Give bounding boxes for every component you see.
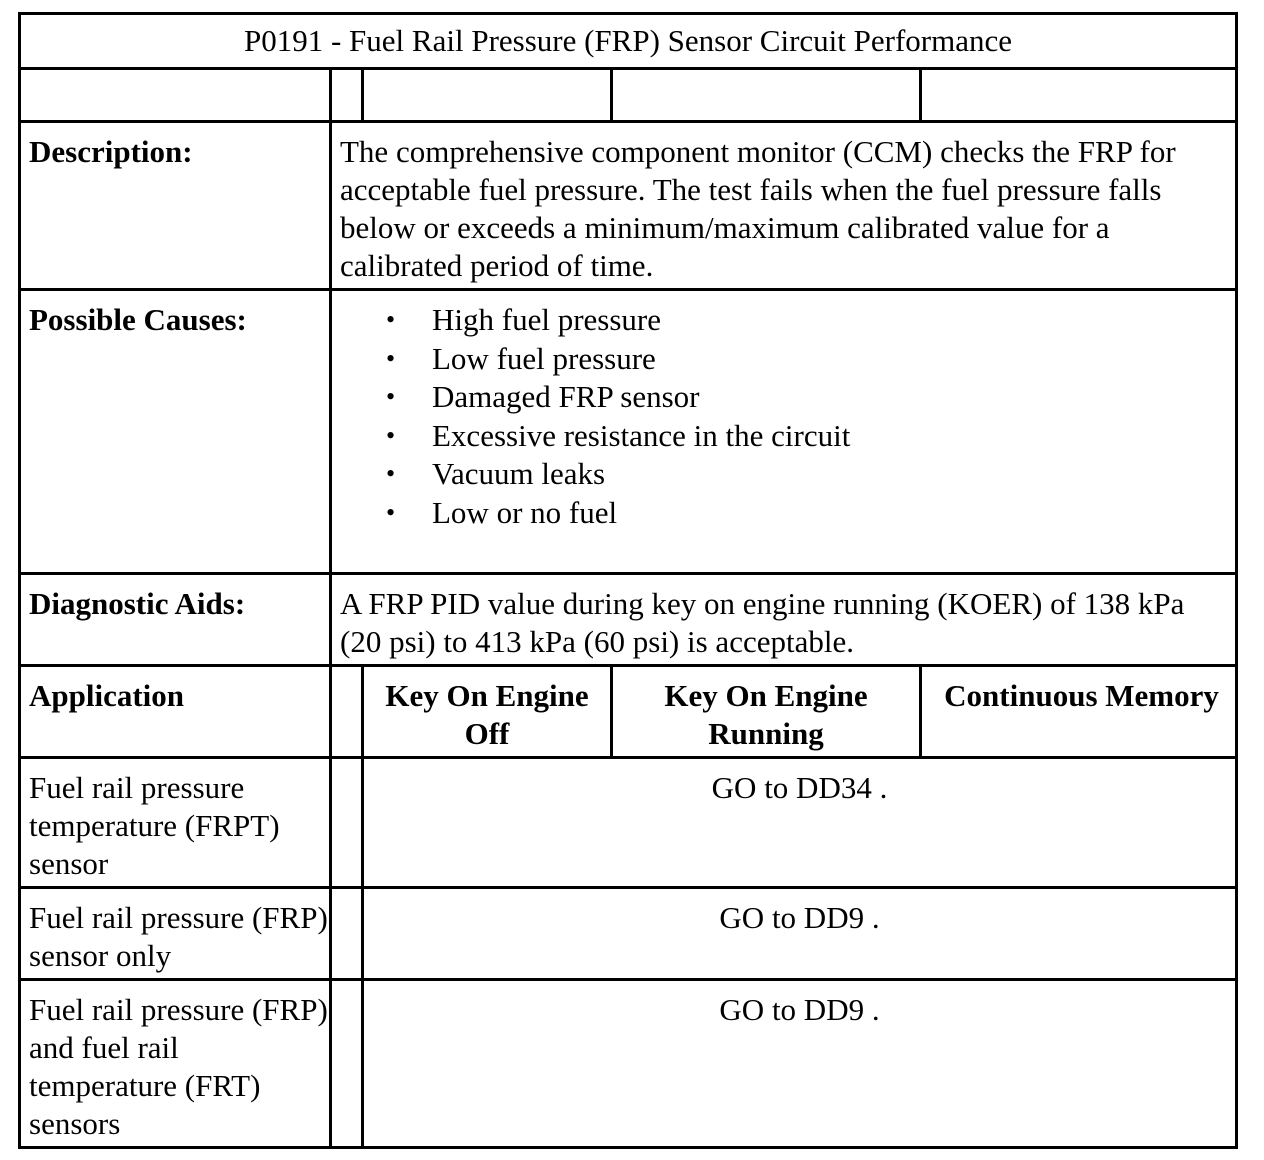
- possible-causes-label: Possible Causes:: [20, 290, 331, 574]
- cause-item-text: Excessive resistance in the circuit: [432, 417, 851, 453]
- empty-cell: [331, 888, 363, 980]
- empty-cell: [363, 69, 612, 122]
- empty-cell: [331, 980, 363, 1148]
- cause-item: [332, 455, 1229, 494]
- diagnostic-aids-label: Diagnostic Aids:: [20, 574, 331, 666]
- description-label: Description:: [20, 122, 331, 290]
- bullet-icon: •: [386, 420, 396, 450]
- empty-cell: [331, 758, 363, 888]
- application-header: Application: [20, 666, 331, 758]
- koer-header: Key On Engine Running: [612, 666, 921, 758]
- empty-cell: [921, 69, 1237, 122]
- bullet-icon: •: [386, 382, 396, 411]
- empty-cell: [331, 69, 363, 122]
- application-name: Fuel rail pressure (FRP) sensor only: [20, 888, 331, 980]
- continuous-memory-header: Continuous Memory: [921, 666, 1237, 758]
- empty-cell: [20, 69, 331, 122]
- application-action: GO to DD34 .: [363, 758, 1237, 888]
- cause-item-text: Vacuum leaks: [432, 456, 606, 491]
- cause-item: [332, 378, 1229, 417]
- diagnostic-aids-text: A FRP PID value during key on engine running (KOER) of 138 kPa (20 psi) to 413 kPa (60 psi) is acceptable.: [331, 574, 1237, 666]
- bullet-icon: •: [386, 497, 396, 527]
- empty-cell: [612, 69, 921, 122]
- cause-item-text: Low fuel pressure: [432, 340, 656, 376]
- cause-item: [332, 494, 1229, 533]
- cause-item-text: High fuel pressure: [432, 302, 661, 337]
- bullet-icon: •: [386, 305, 396, 334]
- cause-item: [332, 417, 1229, 456]
- description-text: The comprehensive component monitor (CCM) checks the FRP for acceptable fuel pressure. The test fails when the fuel pressure falls below or exceeds a minimum/maximum calibrated value for a calibrated period of time.: [331, 122, 1237, 290]
- possible-causes-list: [332, 301, 1229, 532]
- application-name: Fuel rail pressure (FRP) and fuel rail temperature (FRT) sensors: [20, 980, 331, 1148]
- koeo-header: Key On Engine Off: [363, 666, 612, 758]
- empty-cell: [331, 666, 363, 758]
- bullet-icon: •: [386, 459, 396, 488]
- cause-item-text: Low or no fuel: [432, 494, 618, 530]
- possible-causes-list-cell: [331, 290, 1237, 574]
- application-name: Fuel rail pressure temperature (FRPT) sensor: [20, 758, 331, 888]
- cause-item: [332, 340, 1229, 379]
- application-action: GO to DD9 .: [363, 888, 1237, 980]
- bullet-icon: •: [386, 343, 396, 373]
- cause-item: [332, 301, 1229, 340]
- application-action: GO to DD9 .: [363, 980, 1237, 1148]
- dtc-table: [18, 12, 1238, 1149]
- dtc-title: P0191 - Fuel Rail Pressure (FRP) Sensor Circuit Performance: [20, 14, 1237, 69]
- cause-item-text: Damaged FRP sensor: [432, 379, 700, 414]
